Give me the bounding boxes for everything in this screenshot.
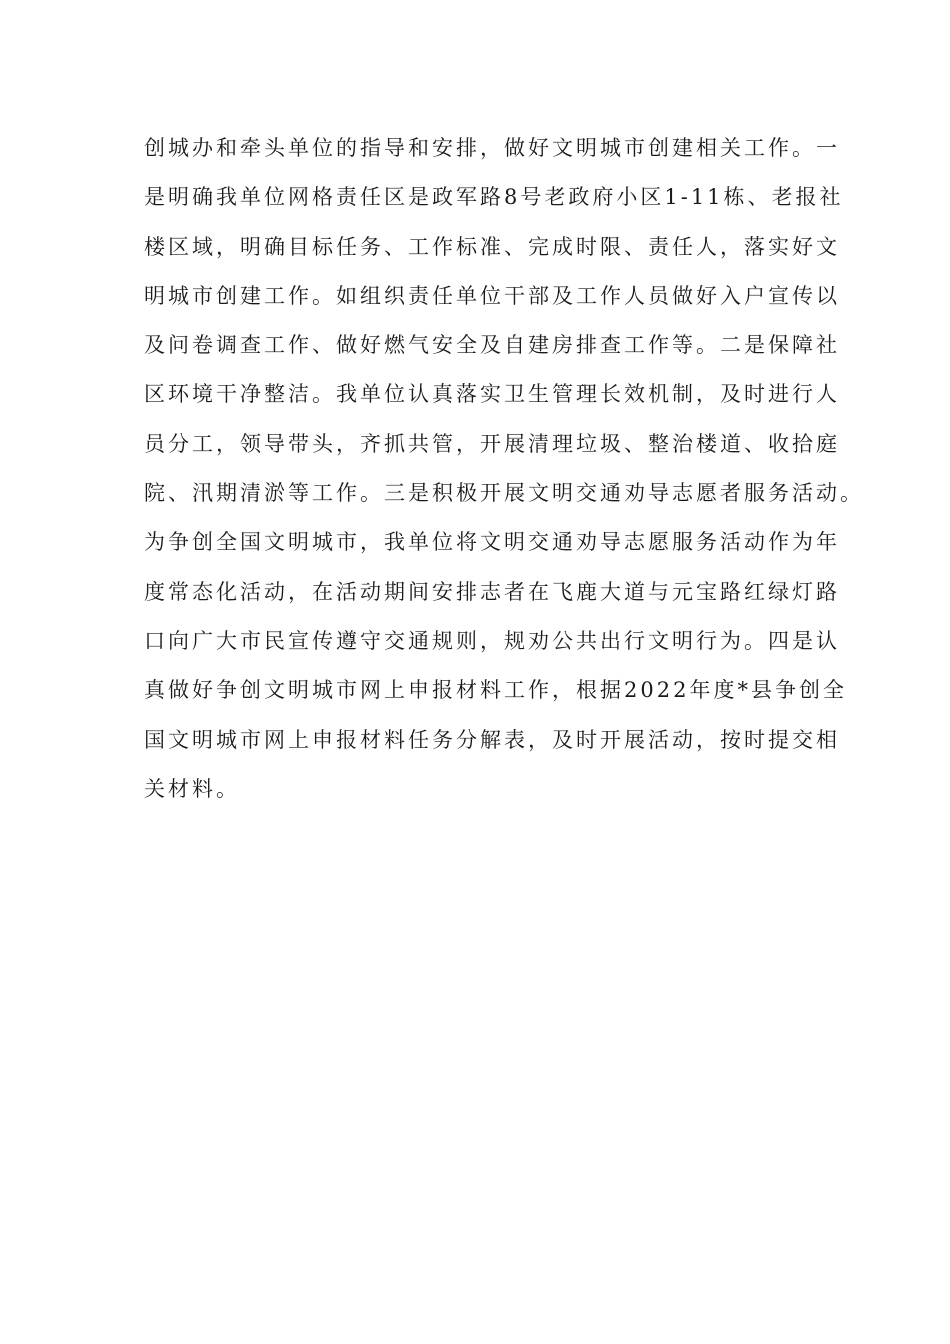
paragraph-line: 为争创全国文明城市，我单位将文明交通劝导志愿服务活动作为年 xyxy=(144,530,840,555)
paragraph-line: 国文明城市网上申报材料任务分解表，及时开展活动，按时提交相 xyxy=(144,727,840,752)
body-paragraph xyxy=(144,133,864,823)
paragraph-line: 及问卷调查工作、做好燃气安全及自建房排查工作等。二是保障社 xyxy=(144,333,840,358)
paragraph-line: 区环境干净整洁。我单位认真落实卫生管理长效机制，及时进行人 xyxy=(144,382,840,407)
paragraph-line: 楼区域，明确目标任务、工作标准、完成时限、责任人，落实好文 xyxy=(144,234,840,259)
paragraph-line: 关材料。 xyxy=(144,776,240,801)
paragraph-line: 院、汛期清淤等工作。三是积极开展文明交通劝导志愿者服务活动。 xyxy=(144,481,864,506)
paragraph-line: 度常态化活动，在活动期间安排志者在飞鹿大道与元宝路红绿灯路 xyxy=(144,579,840,604)
paragraph-line: 创城办和牵头单位的指导和安排，做好文明城市创建相关工作。一 xyxy=(144,136,840,160)
paragraph-line: 口向广大市民宣传遵守交通规则，规劝公共出行文明行为。四是认 xyxy=(144,628,840,653)
paragraph-line: 是明确我单位网格责任区是政军路8号老政府小区1-11栋、老报社 xyxy=(144,185,844,210)
paragraph-line: 员分工，领导带头，齐抓共管，开展清理垃圾、整治楼道、收拾庭 xyxy=(144,431,840,456)
paragraph-line: 真做好争创文明城市网上申报材料工作，根据2022年度*县争创全 xyxy=(144,678,847,703)
paragraph-line: 明城市创建工作。如组织责任单位干部及工作人员做好入户宣传以 xyxy=(144,283,840,308)
